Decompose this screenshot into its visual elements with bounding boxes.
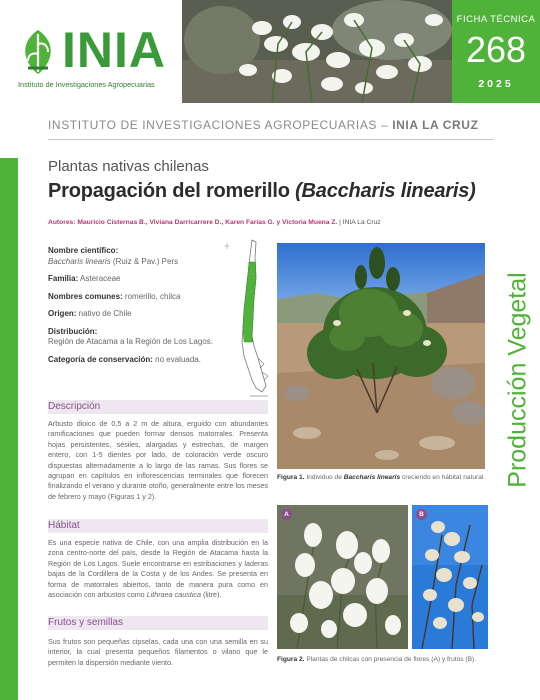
- figure-2a-flowers-photo: [277, 505, 408, 649]
- vertical-category-text: Producción Vegetal: [503, 272, 532, 488]
- figure-1-photo: [277, 243, 485, 469]
- authors-names: Autores: Mauricio Cisternas B., Viviana Darricarrere D., Karen Farías G. y Victoria Muena Z.: [48, 219, 338, 226]
- vertical-category-tag: [503, 255, 533, 505]
- header: [0, 0, 540, 103]
- inia-logo: [0, 0, 182, 103]
- figure-2-caption: [277, 655, 489, 664]
- info-value: [48, 257, 178, 266]
- info-distribution: [48, 327, 228, 348]
- institution-center: INIA LA CRUZ: [392, 118, 479, 132]
- info-value: romerillo, chilca: [122, 291, 181, 301]
- info-common-names: [48, 292, 228, 303]
- info-label: Nombres comunes:: [48, 291, 123, 301]
- ficha-year: 2025: [478, 78, 514, 90]
- info-scientific-name: [48, 246, 228, 267]
- ficha-label: FICHA TÉCNICA: [456, 14, 536, 25]
- info-value: Región de Atacama a la Región de Los Lagos.: [48, 337, 214, 346]
- ficha-tecnica-badge: [452, 0, 540, 103]
- scientific-name-author: (Ruiz & Pav.) Pers: [110, 256, 179, 266]
- section-heading-habitat: Hábitat: [48, 520, 80, 531]
- institution-line: [48, 118, 479, 132]
- scientific-name-italic: Baccharis linearis: [48, 256, 111, 266]
- habitat-text-end: (litre).: [201, 590, 222, 600]
- figure-2-caption-text: Plantas de chilcas con presencia de flores (A) y frutos (B).: [304, 656, 476, 663]
- species-info: [48, 246, 228, 372]
- info-family: [48, 274, 228, 285]
- authors-institution: | INIA La Cruz: [337, 219, 381, 226]
- series-subtitle: Plantas nativas chilenas: [48, 158, 209, 175]
- inia-leaf-icon: [18, 28, 58, 76]
- institution-separator: –: [377, 118, 393, 132]
- title-main: Propagación del romerillo: [48, 180, 296, 202]
- info-value: no evaluada.: [152, 354, 201, 364]
- figure-2b-fruits-photo: [412, 505, 488, 649]
- figure-1-species: Baccharis linearis: [343, 474, 401, 481]
- figure-2a-badge: A: [281, 509, 292, 520]
- figure-1-caption: [277, 473, 487, 482]
- left-green-bar: [0, 158, 18, 700]
- figure-2-label: Figura 2.: [277, 656, 305, 663]
- habitat-text: Es una especie nativa de Chile, con una amplia distribución en la zona centro-norte del país, desde la Región de Atacama hasta la Región de Los Lagos. Suele encontrarse en estribaciones y laderas bajas de la Cordillera de la Costa y de los Andes. Se presenta en forma de matorrales abiertos, tanto de manera pura como en asociación con arbustos como: [48, 538, 268, 600]
- info-conservation: [48, 355, 228, 366]
- logo-text: INIA: [62, 22, 166, 78]
- institution-divider: [48, 139, 494, 140]
- info-label: Origen:: [48, 309, 77, 318]
- habitat-species-italic: Lithraea caustica: [146, 590, 202, 600]
- ficha-number: 268: [465, 29, 527, 70]
- info-value: Asteraceae: [78, 274, 121, 283]
- page-title: [48, 180, 476, 203]
- info-label: Distribución:: [48, 326, 98, 336]
- header-flower-photo: [182, 0, 452, 103]
- figure-1-caption-post: creciendo en hábitat natural.: [400, 474, 486, 481]
- authors-line: [48, 219, 381, 226]
- info-label: Categoría de conservación:: [48, 354, 153, 364]
- figure-1-caption-pre: Individuo de: [304, 474, 344, 481]
- section-text-descripcion: Arbusto dioico de 0,5 a 2 m de altura, erguido con abundantes ramificaciones que pueden formar densos matorrales. Presenta hojas persistentes, sésiles, alargadas y estrechas, de margen entero, con 1-5 dientes por lado, de coloración verde oscuro dispuestas alternadamente a lo largo de las ramas. Sus flores se agrupan en capítulos en inflorescencias terminales que florecen finalizando el verano y durante otoño, generalmente entre los meses de febrero y mayo (Figuras 1 y 2).: [48, 419, 268, 501]
- info-label: Familia:: [48, 274, 79, 283]
- section-heading-descripcion: Descripción: [48, 401, 101, 412]
- figure-2b-badge: B: [416, 509, 427, 520]
- info-origin: [48, 309, 228, 320]
- logo-subtitle: Instituto de Investigaciones Agropecuarias: [18, 80, 155, 89]
- info-value: nativo de Chile: [76, 309, 132, 318]
- title-species: (Baccharis linearis): [295, 180, 476, 202]
- section-text-habitat: [48, 538, 268, 600]
- institution-main: INSTITUTO DE INVESTIGACIONES AGROPECUARIAS: [48, 118, 378, 132]
- section-bar-habitat: [48, 519, 268, 533]
- section-heading-frutos: Frutos y semillas: [48, 617, 124, 628]
- chile-distribution-map: [222, 238, 272, 398]
- section-text-frutos: Sus frutos son pequeñas cipselas, cada una con una semilla en su interior, la cual presenta pequeños filamentos o vilano que le permiten la dispersión mediante viento.: [48, 637, 268, 667]
- figure-1-label: Figura 1.: [277, 474, 305, 481]
- info-label: Nombre científico:: [48, 246, 119, 255]
